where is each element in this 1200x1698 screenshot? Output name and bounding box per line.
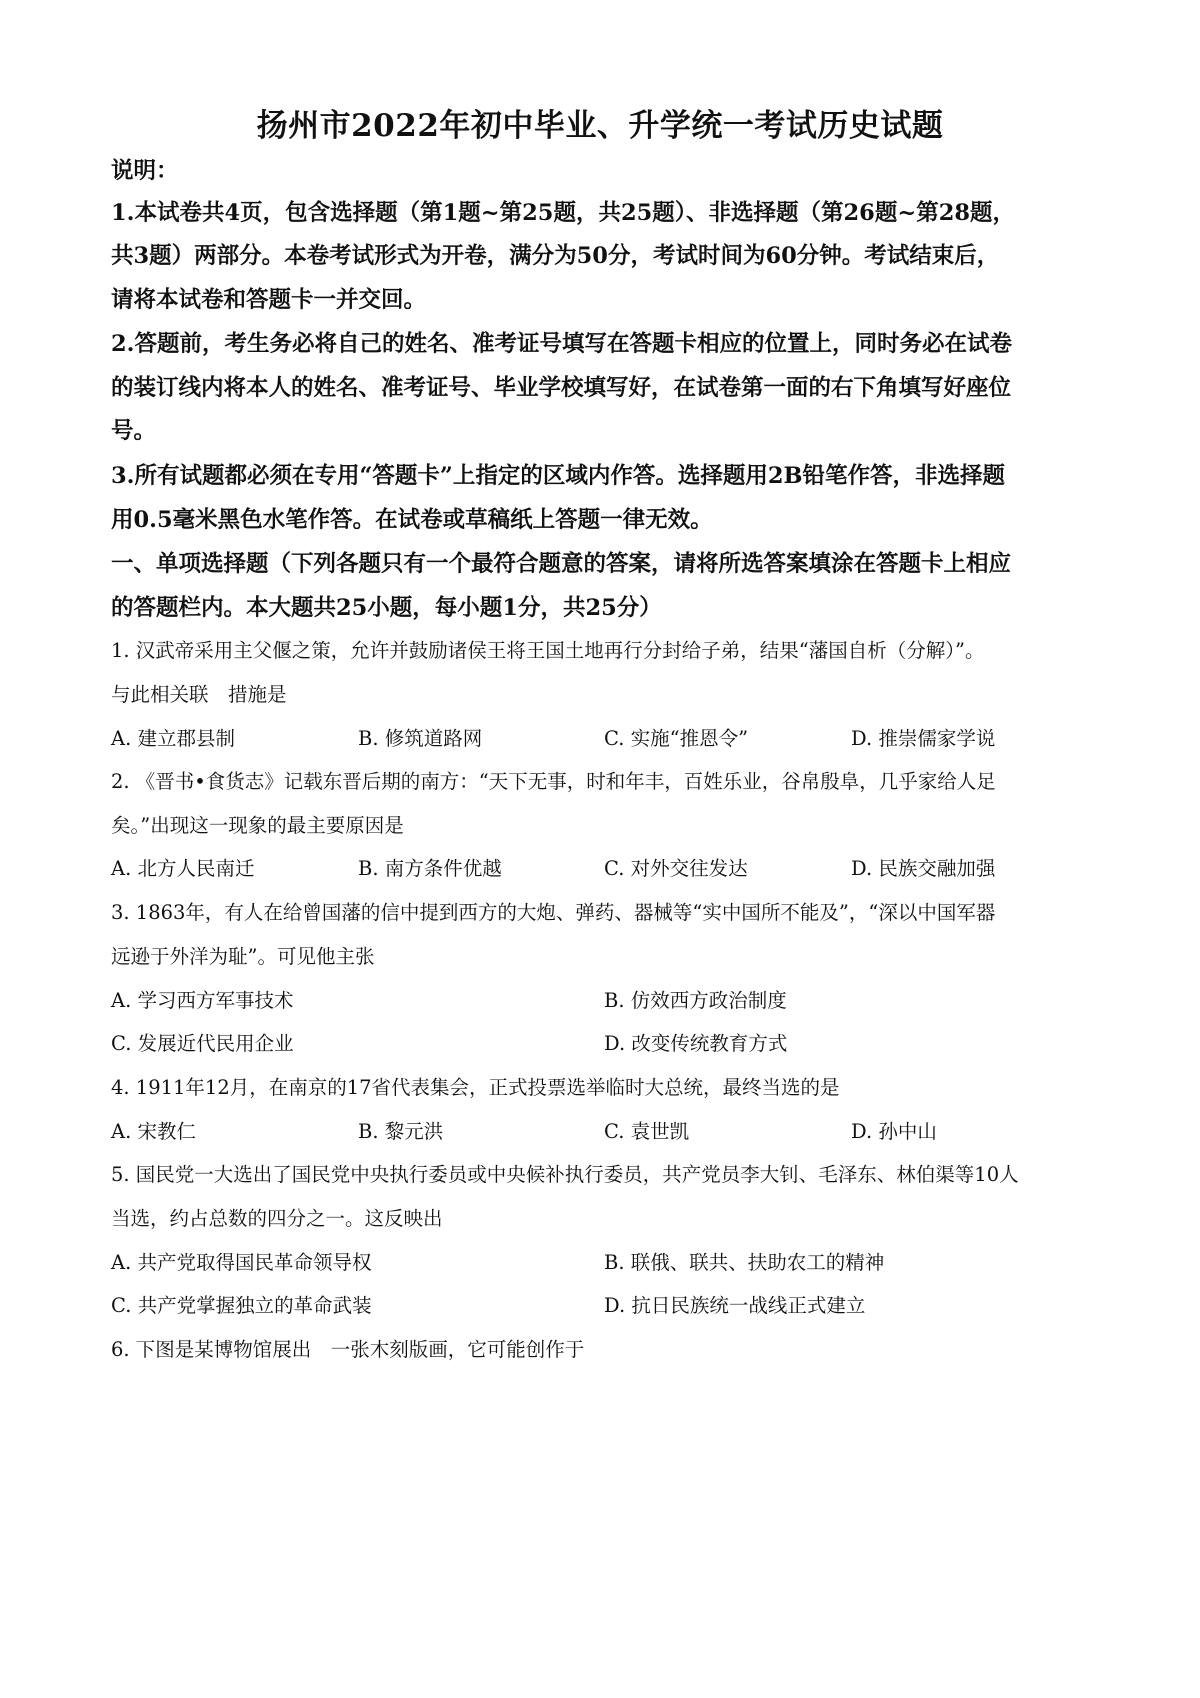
instruction-line: 1.本试卷共4页，包含选择题（第1题~第25题，共25题）、非选择题（第26题~第28题， (111, 200, 1016, 226)
question-2-stem: 矣。”出现这一现象的最主要原因是 (111, 814, 404, 837)
instructions-heading: 说明： (111, 158, 179, 184)
question-3-stem: 远逊于外洋为耻”。可见他主张 (111, 945, 375, 968)
instruction-line: 请将本试卷和答题卡一并交回。 (111, 287, 427, 313)
question-1-stem: 1. 汉武帝采用主父偃之策，允许并鼓励诸侯王将王国土地再行分封给子弟，结果“藩国自析（分解）”。 (111, 639, 985, 662)
option-c: C. 袁世凯 (604, 1120, 690, 1143)
question-5-stem: 当选，约占总数的四分之一。这反映出 (111, 1207, 443, 1230)
instruction-line: 号。 (111, 418, 157, 444)
question-6-stem: 6. 下图是某博物馆展出 一张木刻版画，它可能创作于 (111, 1338, 585, 1361)
option-d: D. 改变传统教育方式 (604, 1032, 788, 1055)
instruction-line: 3.所有试题都必须在专用“答题卡”上指定的区域内作答。选择题用2B铅笔作答，非选择题 (111, 463, 1006, 489)
question-5-stem: 5. 国民党一大选出了国民党中央执行委员或中央候补执行委员，共产党员李大钊、毛泽东、林伯渠等10人 (111, 1163, 1019, 1186)
question-4-stem: 4. 1911年12月，在南京的17省代表集会，正式投票选举临时大总统，最终当选的是 (111, 1076, 840, 1099)
option-a: A. 共产党取得国民革命领导权 (111, 1251, 372, 1274)
option-b: B. 修筑道路网 (358, 727, 483, 750)
option-c: C. 共产党掌握独立的革命武装 (111, 1294, 372, 1317)
option-d: D. 孙中山 (851, 1120, 937, 1143)
question-2-stem: 2. 《晋书•食货志》记载东晋后期的南方：“天下无事，时和年丰，百姓乐业，谷帛殷阜，几乎家给人足 (111, 770, 996, 793)
option-c: C. 发展近代民用企业 (111, 1032, 294, 1055)
page-title: 扬州市2022年初中毕业、升学统一考试历史试题 (256, 108, 944, 144)
option-b: B. 南方条件优越 (358, 857, 502, 880)
option-b: B. 仿效西方政治制度 (604, 989, 787, 1012)
instruction-line: 2.答题前，考生务必将自己的姓名、准考证号填写在答题卡相应的位置上，同时务必在试卷 (111, 331, 1012, 357)
option-a: A. 建立郡县制 (111, 727, 235, 750)
instruction-line: 用0.5毫米黑色水笔作答。在试卷或草稿纸上答题一律无效。 (111, 507, 713, 533)
option-a: A. 学习西方军事技术 (111, 989, 294, 1012)
option-d: D. 民族交融加强 (851, 857, 996, 880)
section-heading: 一、单项选择题（下列各题只有一个最符合题意的答案，请将所选答案填涂在答题卡上相应 (111, 551, 1012, 577)
section-heading: 的答题栏内。本大题共25小题，每小题1分，共25分） (111, 595, 662, 621)
option-d: D. 推崇儒家学说 (851, 727, 996, 750)
option-b: B. 黎元洪 (358, 1120, 444, 1143)
option-c: C. 实施“推恩令” (604, 727, 749, 750)
option-a: A. 北方人民南迁 (111, 857, 255, 880)
instruction-line: 的装订线内将本人的姓名、准考证号、毕业学校填写好，在试卷第一面的右下角填写好座位 (111, 375, 1012, 401)
option-c: C. 对外交往发达 (604, 857, 748, 880)
question-1-stem: 与此相关联 措施是 (111, 683, 287, 706)
question-3-stem: 3. 1863年，有人在给曾国藩的信中提到西方的大炮、弹药、器械等“实中国所不能及”，“深以中国军器 (111, 901, 996, 924)
option-b: B. 联俄、联共、扶助农工的精神 (604, 1251, 885, 1274)
instruction-line: 共3题）两部分。本卷考试形式为开卷，满分为50分，考试时间为60分钟。考试结束后， (111, 243, 1000, 269)
option-d: D. 抗日民族统一战线正式建立 (604, 1294, 866, 1317)
option-a: A. 宋教仁 (111, 1120, 196, 1143)
